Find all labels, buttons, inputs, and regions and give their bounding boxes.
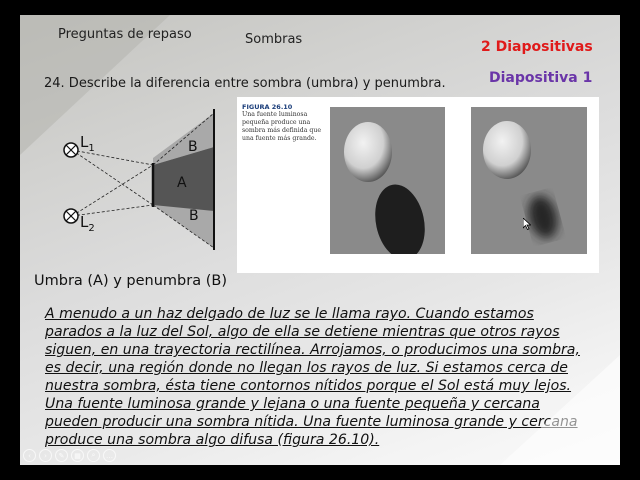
umbra-penumbra-diagram: [60, 105, 225, 255]
header-review-questions: Preguntas de repaso: [58, 27, 192, 42]
ellipsis-icon: …: [106, 451, 113, 460]
explanation-paragraph: [45, 305, 605, 449]
figure-panel: [237, 97, 599, 273]
region-b-bottom-label: B: [189, 208, 199, 224]
figure-caption-line: sombra más definida que: [242, 127, 321, 134]
slideshow-toolbar: [23, 449, 116, 462]
paragraph-line: es decir, una región donde no llegan los rayos de luz. Si estamos cerca de: [45, 360, 568, 376]
light-2-label: $L_2$: [80, 213, 95, 234]
paragraph-line: A menudo a un haz delgado de luz se le llama rayo. Cuando estamos: [45, 306, 534, 322]
current-slide-label: Diapositiva 1: [489, 70, 593, 86]
arrow-right-icon: ›: [44, 451, 47, 460]
light-source-2-icon: [64, 209, 78, 223]
figure-caption-line: una fuente más grande.: [242, 135, 317, 142]
presentation-slide: [20, 15, 620, 465]
paragraph-line: Una fuente luminosa grande y lejana o una fuente pequeña y cercana: [45, 396, 540, 412]
paragraph-line: siguen, en una trayectoria rectilínea. Arrojamos, o producimos una sombra,: [45, 342, 580, 358]
arrow-left-icon: ‹: [28, 451, 31, 460]
pen-button[interactable]: [55, 449, 68, 462]
paragraph-line: parados a la luz del Sol, algo de ella se detiene mientras que otros rayos: [45, 324, 560, 340]
question-text: 24. Describe la diferencia entre sombra (umbra) y penumbra.: [44, 76, 446, 91]
region-a-label: A: [177, 175, 187, 191]
diagram-caption: Umbra (A) y penumbra (B): [34, 273, 227, 289]
grid-icon: ▦: [74, 451, 81, 460]
region-b-top-label: B: [188, 139, 198, 155]
paragraph-line: produce una sombra algo difusa (figura 26.10).: [45, 432, 380, 448]
paragraph-line: nuestra sombra, ésta tiene contornos nítidos porque el Sol está muy lejos.: [45, 378, 572, 394]
zoom-button[interactable]: [87, 449, 100, 462]
figure-caption-line: Una fuente luminosa: [242, 111, 308, 118]
slide-count-label: 2 Diapositivas: [481, 39, 593, 55]
light-source-1-icon: [64, 143, 78, 157]
next-slide-button[interactable]: [39, 449, 52, 462]
sharp-shadow-photo: [330, 107, 445, 254]
pen-icon: ✎: [58, 451, 65, 460]
figure-caption-line: pequeña produce una: [242, 119, 311, 126]
slides-grid-button[interactable]: [71, 449, 84, 462]
figure-caption: [242, 103, 332, 143]
magnifier-icon: ⌕: [91, 451, 96, 459]
previous-slide-button[interactable]: [23, 449, 36, 462]
mouse-cursor-icon: [523, 215, 531, 234]
paragraph-line: pueden producir una sombra nítida. Una fuente luminosa grande y cercana: [45, 414, 578, 430]
light-1-label: $L_1$: [80, 133, 95, 154]
figure-title: FIGURA 26.10: [242, 103, 293, 111]
header-topic: Sombras: [245, 32, 303, 47]
more-options-button[interactable]: [103, 449, 116, 462]
